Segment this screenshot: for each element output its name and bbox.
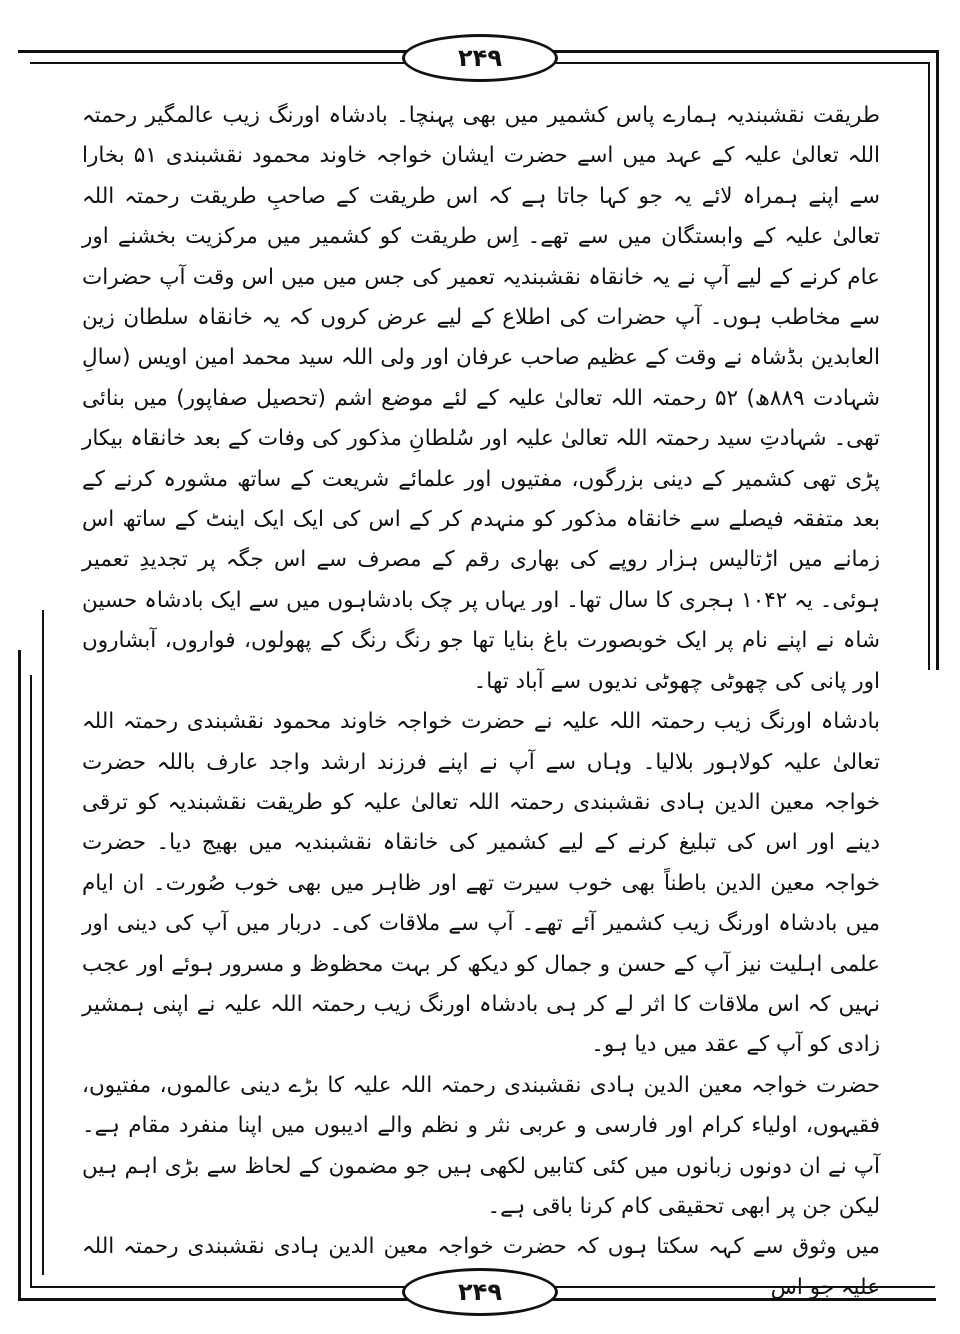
page-number-bottom: ۲۴۹ <box>402 1268 558 1316</box>
frame-left-outer <box>18 650 21 1300</box>
paragraph: طریقت نقشبندیہ ہمارے پاس کشمیر میں بھی پہنچا۔ بادشاہ اورنگ زیب عالمگیر رحمتہ اللہ تعالیٰ علیہ کے عہد میں اسے حضرت ایشان خواجہ خاوند محمود نقشبندی ۵۱ بخارا سے اپنے ہمراہ لائے یہ جو کہا جاتا ہے کہ اس طریقت کے صاحبِ طریقت رحمتہ اللہ تعالیٰ علیہ کے وابستگان میں سے تھے۔ اِس طریقت کو کشمیر میں مرکزیت بخشنے اور عام کرنے کے لیے آپ نے یہ خانقاہ نقشبندیہ تعمیر کی جس میں میں اس وقت آپ حضرات سے مخاطب ہوں۔ آپ حضرات کی اطلاع کے لیے عرض کروں کہ یہ خانقاہ سلطان زین العابدین بڈشاہ نے وقت کے عظیم صاحب عرفان اور ولی اللہ سید محمد امین اویس (سالِ شہادت ۸۸۹ھ) ۵۲ رحمتہ اللہ تعالیٰ علیہ کے لئے موضع اشم (تحصیل صفاپور) میں بنائی تھی۔ شہادتِ سید رحمتہ اللہ تعالیٰ علیہ اور سُلطانِ مذکور کی وفات کے بعد خانقاہ بیکار پڑی تھی کشمیر کے دینی بزرگوں، مفتیوں اور علمائے شریعت کے ساتھ مشورہ کرنے کے بعد متفقہ فیصلے سے خانقاہ مذکور کو منہدم کر کے اس کی ایک ایک اینٹ کے ساتھ اس زمانے میں اڑتالیس ہزار روپے کی بھاری رقم کے مصرف سے اس جگہ پر تجدیدِ تعمیر ہوئی۔ یہ ۱۰۴۲ ہجری کا سال تھا۔ اور یہاں پر چک بادشاہوں میں سے ایک بادشاہ حسین شاہ نے اپنے نام پر ایک خوبصورت باغ بنایا تھا جو رنگ رنگ کے پھولوں، فواروں، آبشاروں اور پانی کی چھوٹی چھوٹی ندیوں سے آباد تھا۔ <box>82 103 880 694</box>
frame-right-inner <box>928 62 930 670</box>
frame-left-mid <box>42 610 44 1275</box>
page-number-top: ۲۴۹ <box>402 34 558 82</box>
frame-right-outer <box>936 50 939 670</box>
paragraph: بادشاہ اورنگ زیب رحمتہ اللہ علیہ نے حضرت خواجہ خاوند محمود نقشبندی رحمتہ اللہ تعالیٰ علیہ کولاہور بلالیا۔ وہاں سے آپ نے اپنے فرزند ارشد واجد عارف باللہ حضرت خواجہ معین الدین ہادی نقشبندی رحمتہ اللہ تعالیٰ علیہ کو طریقت نقشبندیہ کو ترقی دینے اور اس کی تبلیغ کرنے کے لیے کشمیر کی خانقاہ نقشبندیہ میں بھیج دیا۔ حضرت خواجہ معین الدین باطناً بھی خوب سیرت تھے اور ظاہر میں بھی خوب صُورت۔ ان ایام میں بادشاہ اورنگ زیب کشمیر آئے تھے۔ آپ سے ملاقات کی۔ دربار میں آپ کی دینی اور علمی اہلیت نیز آپ کے حسن و جمال کو دیکھ کر بہت محظوظ و مسرور ہوئے اور عجب نہیں کہ اس ملاقات کا اثر لے کر ہی بادشاہ اورنگ زیب رحمتہ اللہ علیہ نے اپنی ہمشیر زادی کو آپ کے عقد میں دیا ہو۔ <box>82 709 880 1058</box>
page-body <box>82 96 880 1308</box>
paragraph: حضرت خواجہ معین الدین ہادی نقشبندی رحمتہ اللہ علیہ کا بڑے دینی عالموں، مفتیوں، فقیہوں، اولیاء کرام اور فارسی و عربی نثر و نظم والے ادیبوں میں اپنا منفرد مقام ہے۔ آپ نے ان دونوں زبانوں میں کئی کتابیں لکھی ہیں جو مضمون کے لحاظ سے بڑی اہم ہیں لیکن جن پر ابھی تحقیقی کام کرنا باقی ہے۔ <box>82 1072 880 1219</box>
frame-left-inner <box>30 675 32 1287</box>
paragraph: میں وثوق سے کہہ سکتا ہوں کہ حضرت خواجہ معین الدین ہادی نقشبندی رحمتہ اللہ علیہ جو اس <box>82 1234 880 1300</box>
